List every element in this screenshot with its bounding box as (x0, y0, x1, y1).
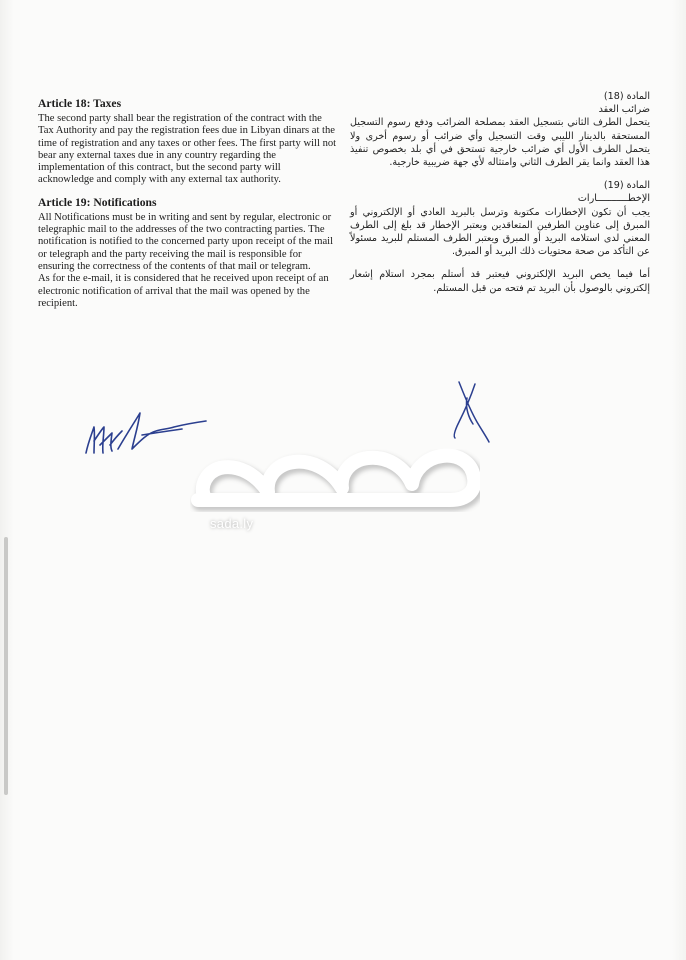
arabic-article-19-title: الإخطـــــــــــارات (577, 193, 650, 205)
signature-second-party (445, 378, 495, 446)
article-19-heading: Article 19: Notifications (38, 195, 157, 209)
arabic-article-19-body: يجب أن تكون الإخطارات مكتوبة وترسل بالبريد العادي أو الإلكتروني أو المبرق إلى عناوين الطرفين المتعاقدين ويعتبر الإخطار قد بلغ إلى الطرف المعني لدى استلامه البريد أو المبرق ويعتبر الطرف المستلم للبريد مسئولاً عن التأكد من صحة محتويات ذلك البريد أو المبرق. (350, 206, 650, 258)
arabic-article-18-body: يتحمل الطرف الثاني بتسجيل العقد بمصلحة الضرائب ودفع رسوم التسجيل المستحقة بالدينار الليبي وقت التسجيل وأي ضرائب أو رسوم أخرى ولا يتحمل الطرف الأول أي ضرائب خارجية تستحق في أي بلد بخصوص تنفيذ هذا العقد وانما يقر الطرف الثاني وامتثاله لأي جهة ضريبية خارجية. (350, 117, 650, 169)
arabic-column (350, 90, 650, 295)
article-19-email-clause: As for the e-mail, it is considered that he received upon receipt of an electronic notification of arrival that the mail was opened by the recipient. (38, 273, 329, 309)
article-19-body: All Notifications must be in writing and sent by regular, electronic or telegraphic mail to the addresses of the two contracting parties. The notification is notified to the concerned party upon receipt of the mail or telegraph and the party receiving the mail is responsible for ensuring the correctness of the contents of that mail or telegram. (38, 211, 334, 272)
arabic-article-19-email-clause: أما فيما يخص البريد الإلكتروني فيعتبر قد أستلم بمجرد استلام إشعار إلكتروني بالوصول بأن البريد تم فتحه من قبل المستلم. (350, 269, 650, 294)
english-column (38, 97, 338, 310)
article-18-body: The second party shall bear the registration of the contract with the Tax Authority and pay the registration fees due in Libyan dinars at the time of registration and any taxes or other fees. The first party will not bear any external taxes due in any country regarding the implementation of this contract, but the second party will acknowledge and comply with any external tax authority. (38, 113, 337, 186)
sada-logo-watermark (190, 438, 480, 518)
watermark-site-text: sada.ly (210, 516, 254, 531)
arabic-article-19-number: المادة (19) (603, 180, 650, 192)
arabic-article-18-number: المادة (18) (603, 91, 650, 102)
scrollbar-thumb[interactable] (4, 537, 8, 795)
article-18-heading: Article 18: Taxes (38, 97, 122, 110)
arabic-article-18-title: ضرائب العقد (598, 104, 650, 116)
